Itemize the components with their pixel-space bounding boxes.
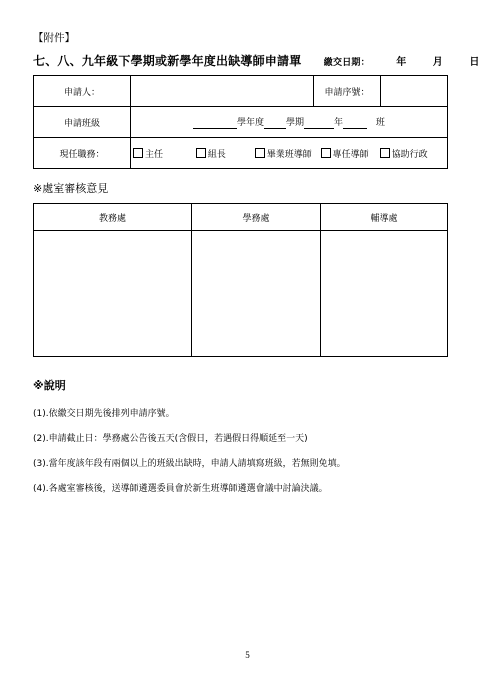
checkbox-icon[interactable] <box>321 148 331 158</box>
semester-text: 學期 <box>286 118 305 128</box>
class-blank[interactable] <box>343 118 367 129</box>
review-cell-counseling[interactable] <box>321 231 448 357</box>
note-item: (1).依繳交日期先後排列申請序號。 <box>33 409 175 419</box>
note-item: (4).各處室審核後，送導師遴選委員會於新生班導師遴選會議中討論決議。 <box>33 484 328 494</box>
note-item: (2).申請截止日：學務處公告後五天(含假日，若遇假日得順延至一天) <box>33 434 308 444</box>
duty-option-section-chief[interactable]: 組長 <box>196 150 226 160</box>
date-month-label: 月 <box>432 57 443 68</box>
checkbox-icon[interactable] <box>255 148 265 158</box>
checkbox-icon[interactable] <box>133 148 143 158</box>
duty-label: 現任職務： <box>34 138 131 169</box>
class-field[interactable] <box>131 107 448 138</box>
duty-option-full-time-tutor[interactable]: 專任導師 <box>321 150 369 160</box>
duty-option-director[interactable]: 主任 <box>133 150 163 160</box>
checkbox-icon[interactable] <box>380 148 390 158</box>
form-title <box>33 52 480 69</box>
class-text: 班 <box>375 118 385 128</box>
applicant-field[interactable] <box>131 76 314 107</box>
class-label: 申請班級 <box>34 107 131 138</box>
serial-field[interactable] <box>381 76 448 107</box>
grade-blank[interactable] <box>304 118 334 129</box>
submission-date-label: 繳交日期： <box>323 58 370 68</box>
semester-blank[interactable] <box>264 118 286 129</box>
review-col-student-affairs: 學務處 <box>192 204 321 231</box>
form-title-text: 七、八、九年級下學期或新學年度出缺導師申請單 <box>33 54 302 68</box>
review-col-academic: 教務處 <box>34 204 192 231</box>
review-cell-student-affairs[interactable] <box>192 231 321 357</box>
review-col-counseling: 輔導處 <box>321 204 448 231</box>
school-year-blank[interactable] <box>193 118 237 129</box>
application-form-table <box>33 75 448 169</box>
applicant-label: 申請人： <box>34 76 131 107</box>
duty-option-admin-assist[interactable]: 協助行政 <box>380 150 428 160</box>
checkbox-icon[interactable] <box>196 148 206 158</box>
school-year-text: 學年度 <box>237 118 265 128</box>
review-cell-academic[interactable] <box>34 231 192 357</box>
notes-title: ※說明 <box>33 379 66 392</box>
grade-text: 年 <box>334 118 344 128</box>
duty-option-graduating-tutor[interactable]: 畢業班導師 <box>255 150 312 160</box>
review-table <box>33 203 448 357</box>
date-year-label: 年 <box>396 57 407 68</box>
duty-options <box>131 138 448 169</box>
serial-label: 申請序號： <box>314 76 381 107</box>
date-day-label: 日 <box>469 57 480 68</box>
note-item: (3).當年度該年段有兩個以上的班級出缺時，申請人請填寫班級，若無則免填。 <box>33 459 346 469</box>
attachment-label: 【附件】 <box>33 32 75 44</box>
page-number: 5 <box>245 650 250 660</box>
review-section-title: ※處室審核意見 <box>33 182 109 195</box>
